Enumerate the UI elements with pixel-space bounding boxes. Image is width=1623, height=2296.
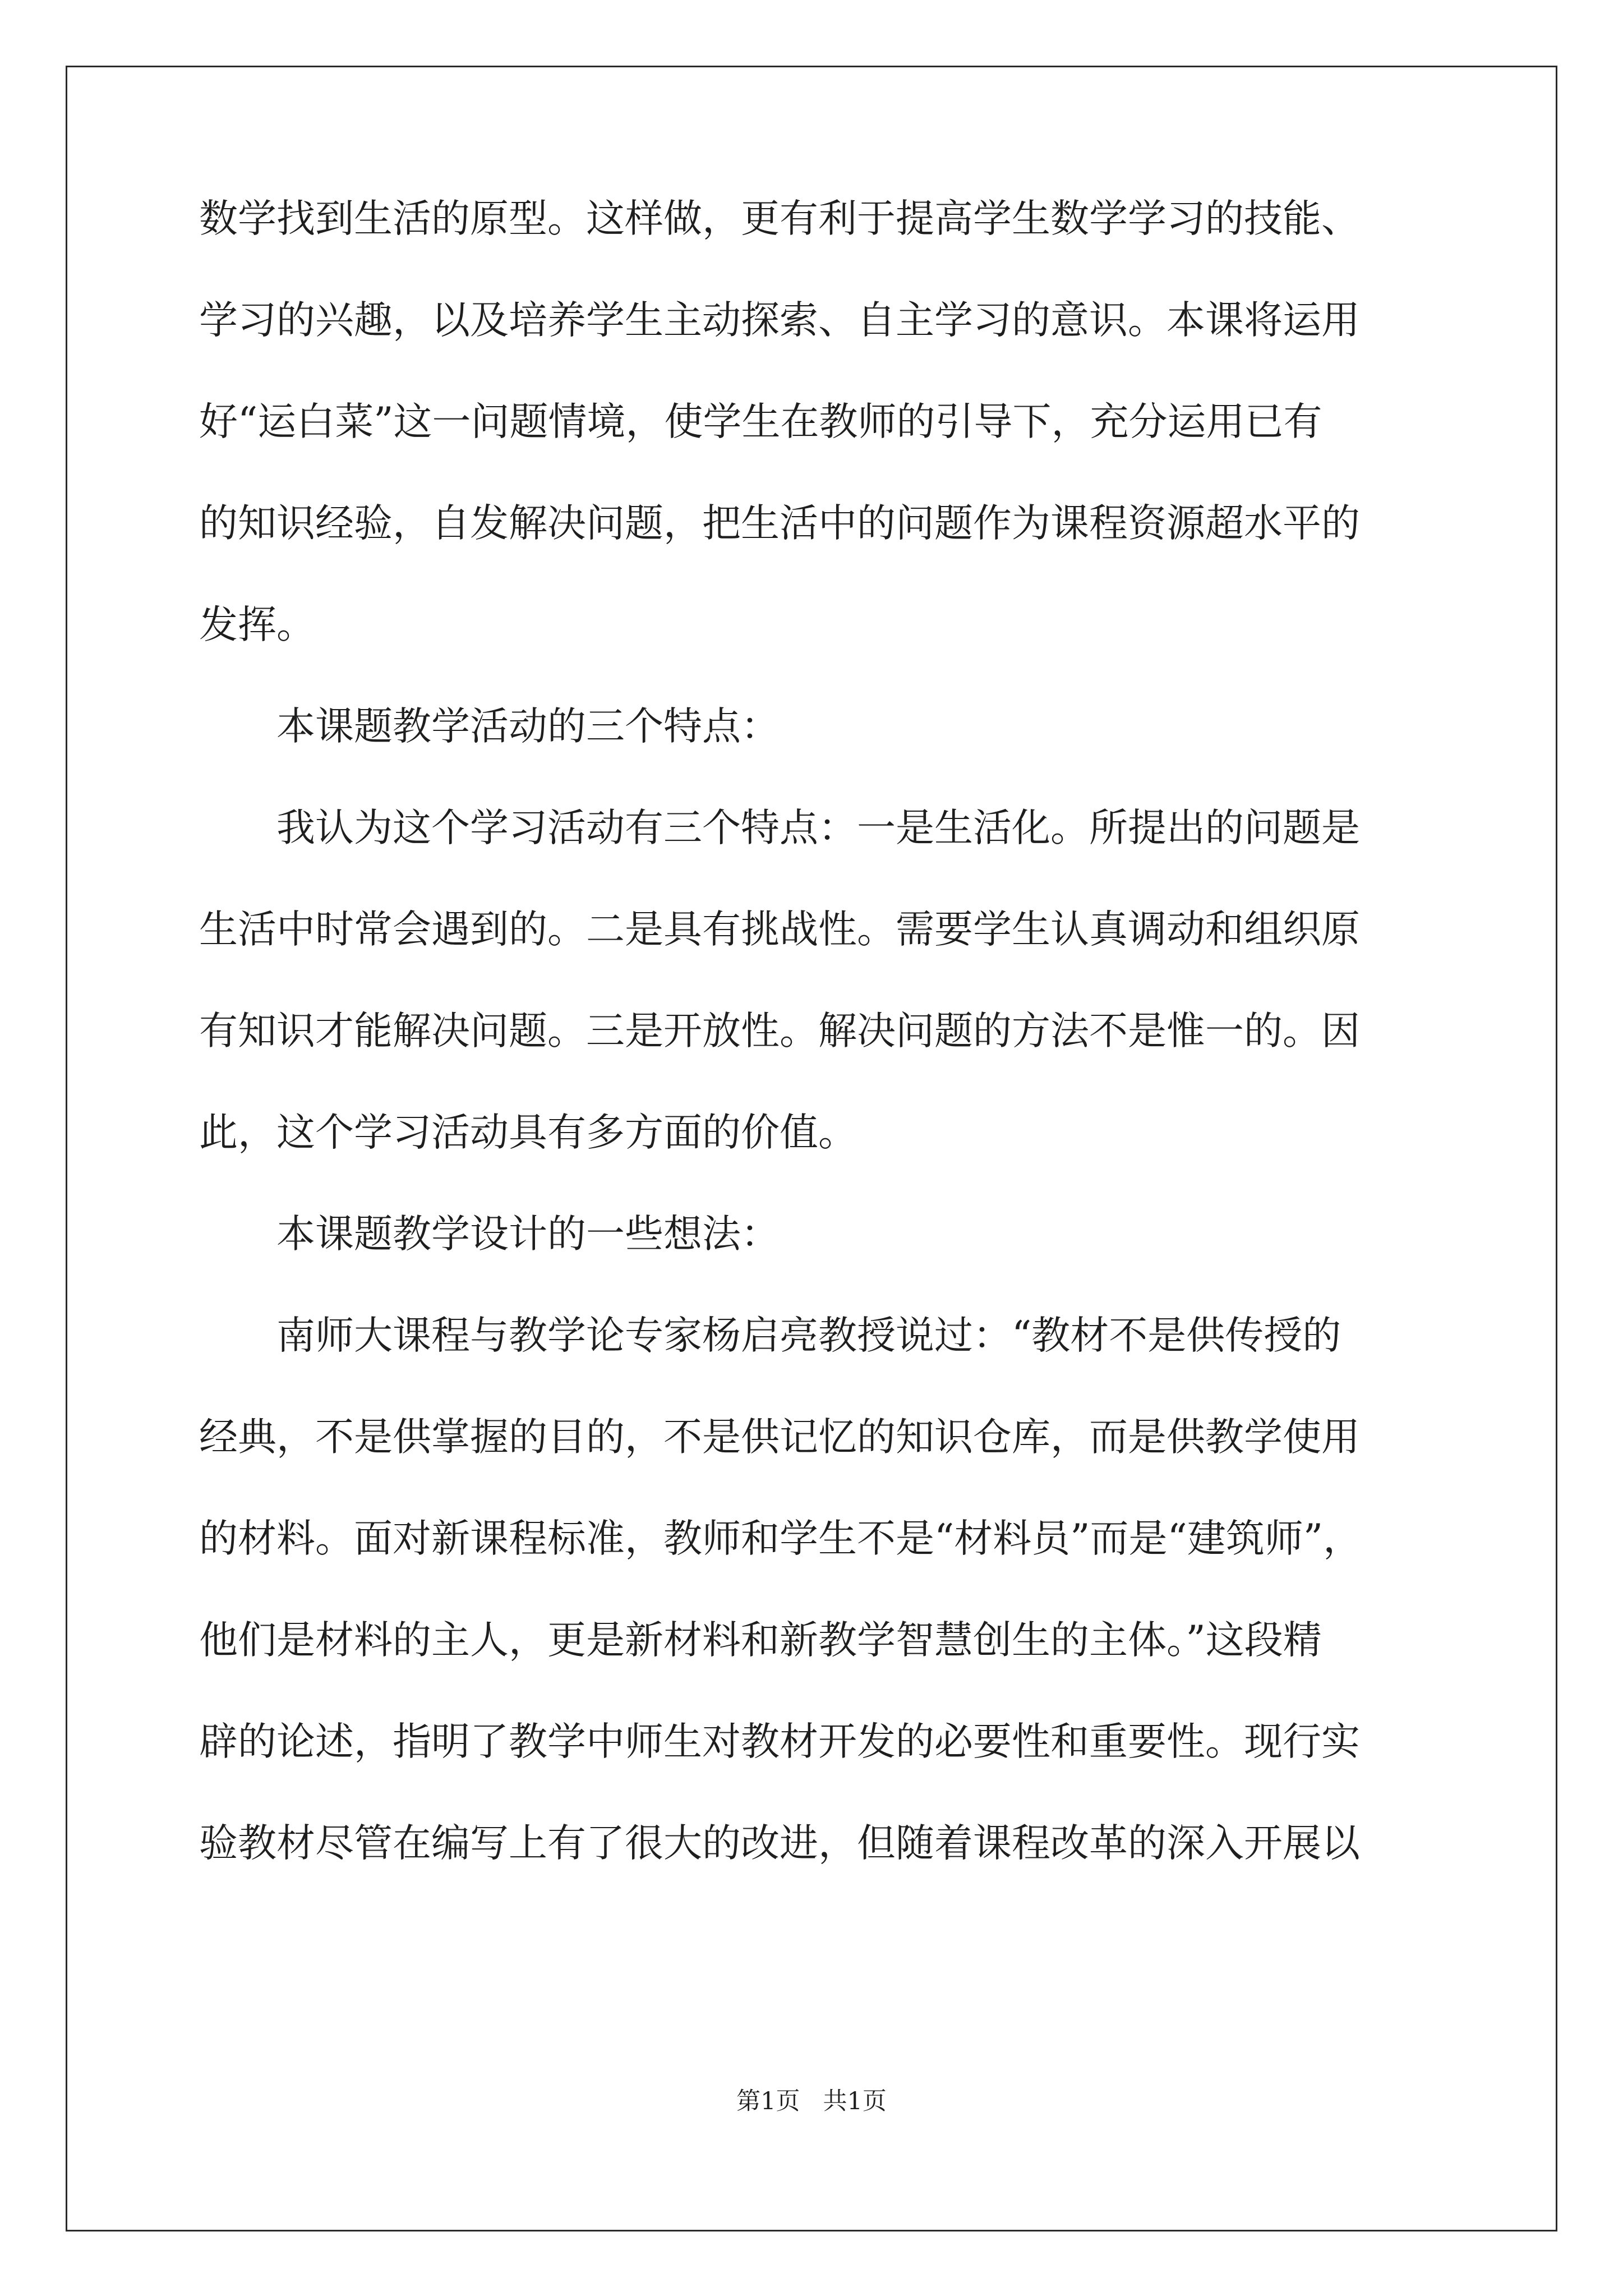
text-line: 学习的兴趣，以及培养学生主动探索、自主学习的意识。本课将运用	[199, 298, 1360, 343]
text-line: 的材料。面对新课程标准，教师和学生不是“材料员”而是“建筑师”，	[199, 1516, 1362, 1561]
text-line: 有知识才能解决问题。三是开放性。解决问题的方法不是惟一的。因	[199, 1009, 1360, 1053]
section-heading: 本课题教学设计的一些想法：	[199, 1212, 780, 1257]
text-line: 经典，不是供掌握的目的，不是供记忆的知识仓库，而是供教学使用	[199, 1415, 1360, 1460]
text-line: 数学找到生活的原型。这样做，更有利于提高学生数学学习的技能、	[199, 196, 1360, 241]
section-heading: 本课题教学活动的三个特点：	[199, 704, 780, 749]
text-line: 生活中时常会遇到的。二是具有挑战性。需要学生认真调动和组织原	[199, 907, 1360, 952]
text-line: 发挥。	[199, 602, 315, 647]
text-line: 好“运白菜”这一问题情境，使学生在教师的引导下，充分运用已有	[199, 399, 1322, 444]
text-line: 的知识经验，自发解决问题，把生活中的问题作为课程资源超水平的	[199, 501, 1360, 546]
page-footer: 第1页 共1页	[736, 2087, 887, 2115]
text-line: 我认为这个学习活动有三个特点：一是生活化。所提出的问题是	[199, 806, 1360, 850]
text-line: 辟的论述，指明了教学中师生对教材开发的必要性和重要性。现行实	[199, 1719, 1360, 1764]
text-line: 验教材尽管在编写上有了很大的改进，但随着课程改革的深入开展以	[199, 1821, 1360, 1866]
text-line: 南师大课程与教学论专家杨启亮教授说过：“教材不是供传授的	[199, 1313, 1341, 1358]
text-line: 此，这个学习活动具有多方面的价值。	[199, 1110, 857, 1155]
text-line: 他们是材料的主人，更是新材料和新教学智慧创生的主体。”这段精	[199, 1618, 1322, 1663]
